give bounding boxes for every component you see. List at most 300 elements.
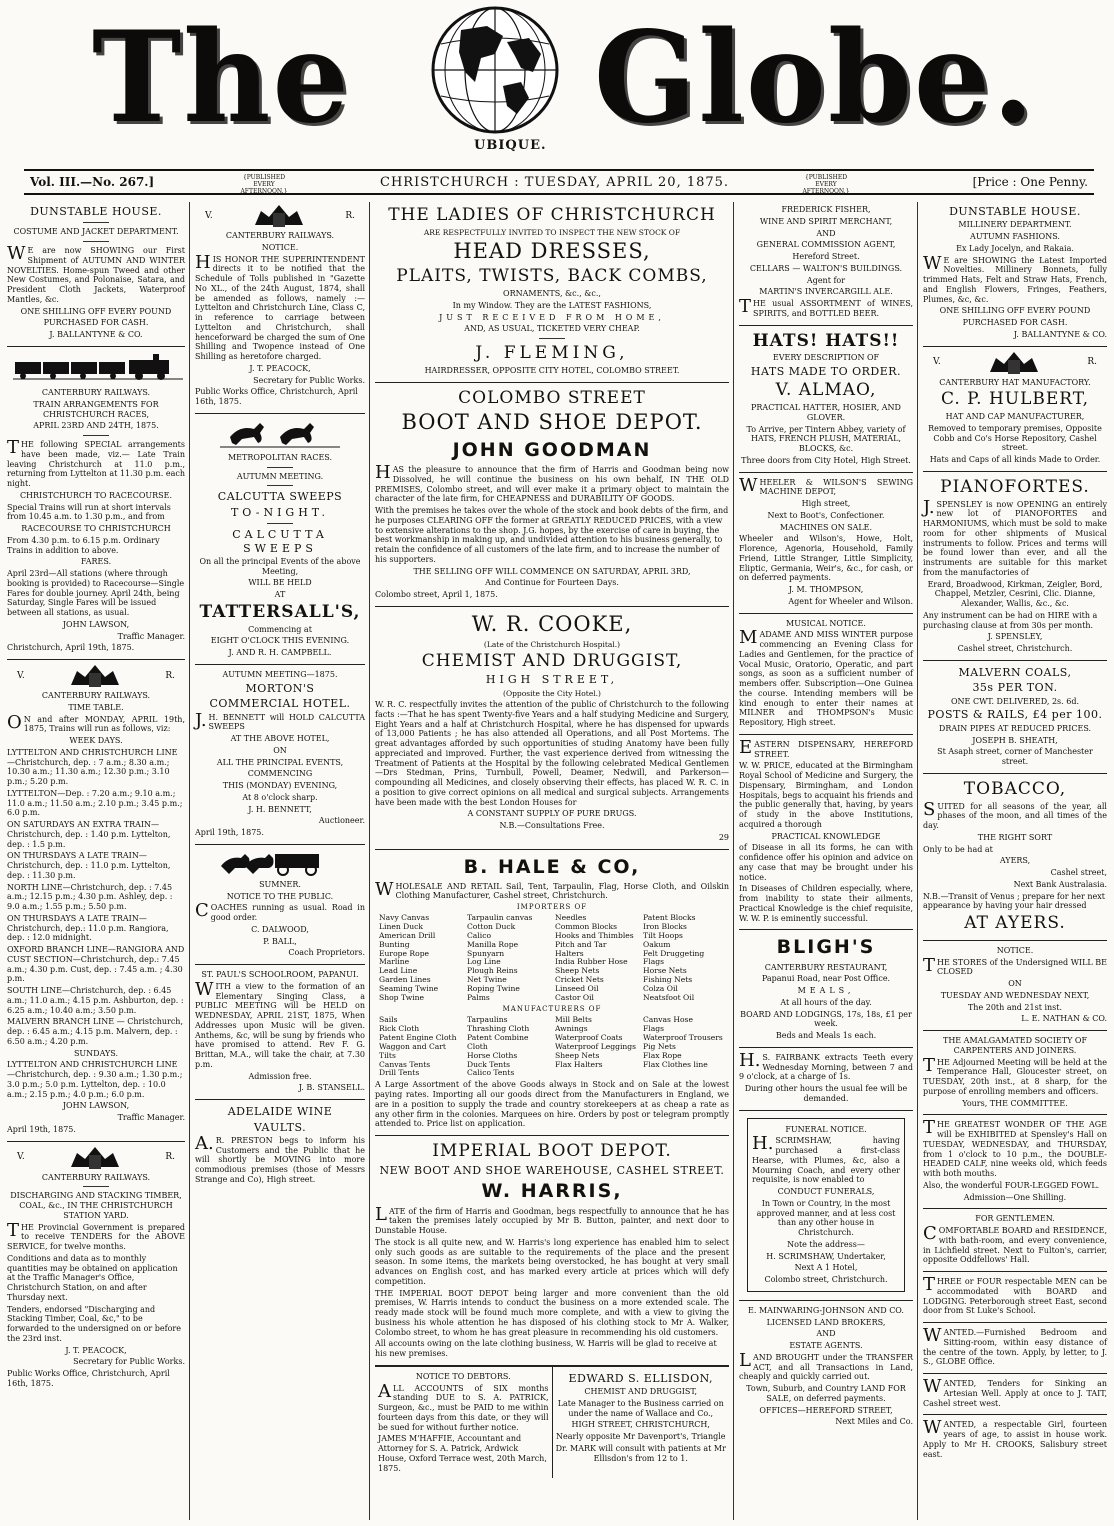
ad-wanted-girl: [923, 1415, 1107, 1465]
ad-text: N.B.—Consultations Free.: [499, 821, 605, 830]
ad-signature: J. BALLANTYNE & CO.: [1013, 329, 1107, 339]
ad-text: MEALS,: [797, 986, 855, 996]
ad-number: 29: [718, 832, 729, 842]
ad-text: THE IMPERIAL BOOT DEPOT being larger and more convenient than the old premises, W. Harris intends to conduct the business on a more extended scale. The ready made stock will be found much more complete, and with a view to giving the business his whole attention he has disposed of his clothing stock to Mr A. Walker, Colombo street, to whom he has great pleasure in recommending his old customers.: [375, 1288, 729, 1337]
ad-heading: TOBACCO,: [963, 778, 1067, 799]
ad-heading: THE LADIES OF CHRISTCHURCH: [388, 205, 716, 225]
ad-body: J.H. BENNETT will HOLD CALCUTTA SWEEPS: [195, 709, 365, 732]
ad-heading: SUNDAYS.: [73, 1048, 119, 1058]
ad-text: Admission—One Shilling.: [963, 1192, 1067, 1202]
ad-discharging-timber: [7, 1142, 185, 1395]
ad-date: April 19th, 1875.: [7, 1124, 76, 1134]
ad-body: W. R. C. respectfully invites the attention of the public of Christchurch to the following facts :—That he has spent Twenty-five Years and a half studying Medicine and Surgery, Eight Years and a half at Christchurch Hospital, where he has dispensed for upwards of 13,000 Patients ; he has also attended all Operations, and all Post Mortems. The great advantages afforded by such opportunities of studing Anatomy have been fully appreciated and improved. Further, the vast experience derived from witnessing the Treatment of Patients at the Hospital by the following celebrated Medical Gentlemen —Drs Stedman, Prins, Turnbull, Powell, Deamer, Nedwill, and Parkerson—compounding all Medicines, and closely observing their effects, has placed W. R. C. in a position to give correct opinions on all medical and surgical subjects. Arrangements have been made with the best London Houses for: [375, 700, 729, 807]
ad-hulbert-hats: [923, 347, 1107, 472]
ad-text: W. W. PRICE, educated at the Birmingham Royal School of Medicine and Surgery, the Dispensary, Birmingham, and London Hospitals, begs to acquaint his friends and the public generally that, having, by years of study in the above Institutions, acquired a thorough: [739, 761, 913, 829]
ad-text: Tenders, endorsed "Discharging and Stacking Timber, Coal, &c," to be forwarded to the undersigned on or before the 23rd inst.: [7, 1304, 181, 1343]
ad-signature: J. BALLANTYNE & CO.: [49, 330, 143, 340]
ad-body: HAS the pleasure to announce that the firm of Harris and Goodman being now Dissolved, he will continue the business on his own behalf, IN THE OLD PREMISES, Colombo street, and will ever make it a primary object to maintain the character of the late firm, for CHEAPNESS and DURABILITY OF GOODS.: [375, 462, 729, 504]
ad-heading: V. ALMAO,: [775, 380, 877, 401]
ad-text: Commencing at: [248, 624, 312, 634]
ad-body: THE STORES of the Undersigned WILL BE CLOSED: [923, 954, 1107, 977]
ad-text: H. SCRIMSHAW, Undertaker,: [766, 1251, 886, 1261]
ad-sewing-machine-depot: [739, 473, 913, 614]
ad-text: PRACTICAL KNOWLEDGE: [771, 831, 881, 841]
ad-title: NOTICE TO DEBTORS.: [415, 1371, 511, 1381]
list-column: Patent Blocks Iron Blocks Tilt Hoops Oakum Felt Druggeting Flags Horse Nets Fishing Nets Colza Oil Neatsfoot Oil: [643, 912, 705, 1003]
ad-text: CELLARS — WALTON'S BUILDINGS.: [749, 263, 903, 273]
timetable-line: MALVERN BRANCH LINE — Christchurch, dep. : 6.45 a.m.; 4.15 p.m. Malvern, dep. : 6.50 a.m.; 4.20 p.m.: [7, 1017, 183, 1046]
ad-title: E. MAINWARING-JOHNSON AND CO.: [748, 1305, 904, 1315]
ad-text: Three doors from City Hotel, High Street.: [741, 455, 911, 465]
ad-text: WILL BE HELD: [248, 578, 312, 588]
ad-heading: J. FLEMING,: [475, 343, 629, 364]
ad-heading: 35s PER TON.: [972, 681, 1058, 695]
ad-text: And Continue for Fourteen Days.: [485, 578, 619, 588]
ad-text: GENERAL COMMISSION AGENT,: [756, 240, 896, 250]
ad-title: MUSICAL NOTICE.: [786, 618, 866, 628]
ad-text: A CONSTANT SUPPLY OF PURE DRUGS.: [467, 809, 637, 819]
ad-title: CANTERBURY RAILWAYS.: [41, 691, 151, 701]
ad-body: WE are SHOWING the Latest Imported Novelties. Millinery Bonnets, fully trimmed Hats, Felt and Straw Hats, French, and English Flowers, Fringes, Feathers, Plumes, &c, &c.: [923, 252, 1107, 304]
ad-title: ST. PAUL'S SCHOOLROOM, PAPANUI.: [201, 970, 359, 980]
ad-heading: FREDERICK FISHER,: [781, 205, 871, 214]
ad-text: The stock is all quite new, and W. Harris's long experience has enabled him to select only such goods as are suitable to the requirements of the place and the present season. In some items, the markets being overstocked, he has bought at very small advances on English cost, and has marked every article at prices which will defy competition.: [375, 1237, 729, 1286]
publication-note-left: {PUBLISHED EVERY AFTERNOON.}: [240, 174, 288, 195]
ad-signature: L. E. NATHAN & CO.: [1021, 1014, 1107, 1024]
ad-subtitle: CHEMIST AND DRUGGIST,: [584, 1387, 698, 1397]
globe-icon: [425, 2, 565, 142]
list-column: Sails Rick Cloth Patent Engine Cloth Waggon and Cart Tilts Canvas Tents Drill Tents: [379, 1014, 457, 1078]
ad-text: MARTIN'S INVERCARGILL ALE.: [759, 287, 893, 297]
ad-heading: JOHN GOODMAN: [452, 439, 652, 462]
ad-body: A.R. PRESTON begs to inform his Customers and the Public that he will shortly be MOVING into more commodious premises (those of Messrs Strange and Co), High street.: [195, 1132, 365, 1184]
ad-signature: J. T. PEACOCK,: [65, 1345, 127, 1355]
ad-text: Special Trains will run at short intervals from 10.45 a.m. to 1.30 p.m., and from: [7, 502, 171, 522]
ad-heading: HEAD DRESSES,: [453, 238, 651, 263]
ad-date: Colombo street, April 1, 1875.: [375, 590, 498, 600]
ad-body: THREE or FOUR respectable MEN can be accommodated with BOARD and LODGING. Peterborough street East, second door from St Luke's School.: [923, 1274, 1107, 1316]
ad-body: SUITED for all seasons of the year, all phases of the moon, and all times of the day.: [923, 798, 1107, 831]
ad-signature-title: Agent for Wheeler and Wilson.: [788, 596, 913, 606]
ad-subtitle: MILLINERY DEPARTMENT.: [958, 220, 1072, 230]
price: [Price : One Penny.: [972, 175, 1088, 189]
ad-subtitle: AUTUMN MEETING—1875.: [222, 669, 338, 679]
ad-heading: EDWARD S. ELLISDON,: [568, 1371, 714, 1385]
crest-letter: R.: [1087, 357, 1097, 368]
ad-signature-title: Traffic Manager.: [117, 631, 185, 641]
train-icon: [13, 354, 183, 380]
crest-letter: V.: [205, 210, 213, 221]
column-1: [4, 200, 188, 1520]
ad-text: High street,: [801, 499, 851, 509]
ad-text: BOARD AND LODGINGS, 17s, 18s, £1 per week.: [740, 1009, 912, 1029]
ad-text: In Town or Country, in the most approved manner, and at less cost than any other house in Christchurch.: [756, 1198, 896, 1238]
ad-text: of Disease in all its forms, he can with confidence offer his opinion and advice on any case that may be brought under his notice.: [739, 843, 913, 882]
ad-land-brokers: [739, 1301, 913, 1433]
ad-title: DUNSTABLE HOUSE.: [30, 205, 162, 218]
ad-text: AYERS,: [999, 856, 1031, 866]
ad-heading: AT AYERS.: [964, 913, 1066, 934]
ad-text: In Diseases of Children especially, where, from inability to state their ailments, Practical Knowledge is the chief requisite, W. W. P. is eminently successful.: [739, 884, 913, 923]
ad-subtitle: AUTUMN MEETING.: [236, 471, 324, 481]
ad-imperial-boot-depot: [375, 1136, 729, 1366]
ad-text: Ex Lady Jocelyn, and Rakaia.: [956, 243, 1074, 253]
ad-text: Erard, Broadwood, Kirkman, Zeigler, Bord, Chappel, Metzler, Cesrini, Clic. Dianne, Alexander, Wallis, &c., &c.: [927, 579, 1103, 609]
ad-date: April 19th, 1875.: [195, 828, 264, 838]
royal-crest-icon: [251, 203, 307, 229]
ad-heading: CHRISTCHURCH TO RACECOURSE.: [19, 490, 173, 500]
ad-text: During other hours the usual fee will be demanded.: [744, 1084, 908, 1103]
ad-text: Colombo street, Christchurch.: [764, 1275, 888, 1285]
crest-letter: V.: [17, 1152, 25, 1163]
ad-text: Hats and Caps of all kinds Made to Order.: [929, 455, 1101, 465]
ad-heading: FARES.: [80, 557, 112, 567]
masthead: [0, 0, 1114, 168]
column-4: [736, 200, 916, 1520]
ad-title: THE AMALGAMATED SOCIETY OF CARPENTERS AND JOINERS.: [942, 1036, 1087, 1055]
ad-st-pauls-schoolroom: [195, 965, 365, 1100]
ad-heading: CALCUTTA SWEEPS: [232, 528, 328, 555]
ad-signature: JAMES M'HAFFIE, Accountant and Attorney for S. A. Patrick, Ardwick House, Oxford Terrace west, 20th March, 1875.: [378, 1434, 547, 1473]
ad-subtitle: TIME TABLE.: [68, 702, 124, 712]
masthead-motto: UBIQUE.: [474, 138, 547, 153]
ad-body: MADAME AND MISS WINTER purpose commencing an Evening Class for Ladies and Gentlemen, for the practice of Vocal Music, Oratorio, Operatic, and part songs, as soon as a sufficient number of members offer. Subscription—One Guinea the course. Intending members will be kind enough to enter their names at MILNER and THOMPSON's Music Repository, High street.: [739, 627, 913, 728]
ad-body: WE are now SHOWING our First Shipment of AUTUMN AND WINTER NOVELTIES. Home-spun Tweed and other New Costumes, and Polonaise, Satara, and President Cloth Jackets, Waterproof Mantles, &c.: [7, 243, 185, 304]
ad-text: Next Miles and Co.: [835, 1417, 913, 1427]
ad-title: FUNERAL NOTICE.: [785, 1124, 867, 1134]
ad-text: ON: [273, 745, 287, 755]
ad-text: AND: [816, 1329, 836, 1339]
ad-text: In my Window. They are the LATEST FASHIONS,: [452, 300, 652, 310]
ad-greatest-wonder: [923, 1115, 1107, 1209]
ad-text: JUST RECEIVED FROM HOME,: [439, 312, 665, 322]
ad-text: Next to Boot's, Confectioner.: [767, 510, 885, 520]
ad-text: Town, Suburb, and Country LAND FOR SALE, on deferred payments.: [746, 1384, 906, 1403]
ad-body: WANTED, Tenders for Sinking an Artesian Well. Apply at once to J. TAIT, Cashel street west.: [923, 1376, 1107, 1408]
ad-signature-title: Secretary for Public Works.: [73, 1357, 185, 1367]
ad-text: CONDUCT FUNERALS,: [777, 1187, 875, 1197]
volume-number: Vol. III.—No. 267.]: [30, 175, 155, 189]
ad-railways-notice: [195, 200, 365, 414]
ad-heading: NEW BOOT AND SHOE WAREHOUSE, CASHEL STREET.: [379, 1163, 725, 1177]
list-label: IMPORTERS OF: [516, 903, 588, 912]
ad-body: THE Adjourned Meeting will be held at the Temperance Hall, Gloucester street, on TUESDAY, 20th inst., at 8 sharp, for the purpose of enrolling members and officers.: [923, 1054, 1107, 1096]
ad-title: CANTERBURY HAT MANUFACTORY.: [939, 377, 1091, 387]
ad-mortons-hotel: [195, 665, 365, 845]
ad-body: LAND BROUGHT under the TRANSFER ACT, and all Transactions in Land, cheaply and quickly carried out.: [739, 1349, 913, 1382]
crest-letter: V.: [933, 357, 941, 368]
ad-title: CANTERBURY RAILWAYS.: [41, 1172, 151, 1182]
ad-signature: JOHN LAWSON,: [62, 619, 130, 629]
ad-sumner-coaches: [195, 845, 365, 965]
ad-subtitle: (Opposite the City Hotel.): [503, 688, 601, 698]
ad-text: OFFICES—HEREFORD STREET,: [759, 1405, 893, 1415]
ad-signature: J. SPENSLEY,: [987, 632, 1043, 642]
ad-text: HAIRDRESSER, OPPOSITE CITY HOTEL, COLOMBO STREET.: [424, 365, 680, 375]
ad-goodman-boot-depot: [375, 383, 729, 607]
crest-letter: V.: [17, 670, 25, 681]
ad-signature: J. H. BENNETT,: [248, 804, 312, 814]
ad-wanted-tenders: [923, 1374, 1107, 1415]
ad-body: COACHES running as usual. Road in good order.: [195, 900, 365, 923]
timetable-line: ON THURSDAYS A LATE TRAIN—Christchurch, dep. : 11.0 p.m. Lyttelton, dep. : 11.30 p.m.: [7, 851, 171, 880]
ad-body: WHOLESALE AND RETAIL Sail, Tent, Tarpaulin, Flag, Horse Cloth, and Oilskin Clothing Manufacturer, Cashel street, Christchurch.: [375, 878, 729, 901]
ad-heading: CALCUTTA SWEEPS: [217, 490, 343, 504]
ad-text: THE RIGHT SORT: [977, 832, 1053, 842]
ad-text: Papanui Road, near Post Office.: [761, 974, 891, 984]
ad-text: Note the address—: [787, 1239, 865, 1249]
ad-carpenters-society: [923, 1031, 1107, 1115]
ad-signature: JOSEPH B. SHEATH,: [972, 735, 1058, 745]
ad-text: N.B.—Transit of Venus ; prepare for her next appearance by having your hair dressed: [923, 891, 1105, 911]
ad-body: H.S. FAIRBANK extracts Teeth every Wednesday Morning, between 7 and 9 o'clock, at a charge of 1s.: [739, 1049, 913, 1082]
ad-musical-notice: [739, 614, 913, 735]
dateline: [24, 169, 1094, 195]
ad-heading: W. R. COOKE,: [471, 611, 633, 636]
ad-signature: J. T. PEACOCK,: [249, 363, 311, 373]
column-rule: [733, 202, 734, 1520]
ad-ellisdon-chemist: [553, 1367, 730, 1479]
list-column: Needles Common Blocks Hooks and Thimbles Pitch and Tar Halters India Rubber Hose Sheep Nets Cricket Nets Linseed Oil Castor Oil: [555, 912, 634, 1003]
ad-signature: J. AND R. H. CAMPBELL.: [228, 648, 332, 658]
ad-heading: MORTON'S: [245, 681, 315, 695]
timetable-line: LYTTELTON AND CHRISTCHURCH LINE—Christchurch, dep. : 7 a.m.; 8.30 a.m.; 10.30 a.m.; 11.30 a.m.; 12.30 p.m.; 3.10 p.m.; 5.20 p.m.: [7, 747, 178, 787]
crest-letter: R.: [345, 210, 355, 221]
ad-text: Wheeler and Wilson's, Howe, Holt, Florence, Agenoria, Household, Family Friend, Little Stranger, Little Simplicity, Eliptic, Germania, Weir's, &c., for cash, or on deferred payments.: [739, 534, 913, 583]
ad-dunstable-millinery: [923, 200, 1107, 347]
ad-body: THE Provincial Government is prepared to receive TENDERS for the ABOVE SERVICE, for twelve months.: [7, 1219, 185, 1252]
ad-text: LICENSED LAND BROKERS,: [766, 1317, 886, 1327]
ad-text: CANTERBURY RESTAURANT,: [764, 962, 888, 972]
ad-date: Christchurch, April 19th, 1875.: [7, 643, 135, 653]
ad-signature: J. M. THOMPSON,: [788, 585, 864, 595]
ad-heading: PLAITS, TWISTS, BACK COMBS,: [396, 266, 708, 287]
ad-signature-title: Coach Proprietors.: [288, 948, 365, 958]
column-rule: [189, 202, 190, 1520]
crest-letter: R.: [165, 670, 175, 681]
ad-text: Next Bank Australasia.: [1013, 879, 1107, 889]
list-column: Tarpaulins Thrashing Cloth Patent Combine Cloth Horse Cloths Duck Tents Calico Tents: [467, 1014, 530, 1078]
ad-body: WANTED.—Furnished Bedroom and Sitting-room, within easy distance of the centre of the town. Apply, by letter, to J. S., GLOBE Office.: [923, 1325, 1107, 1367]
ad-text: Beds and Meals 1s each.: [775, 1031, 877, 1041]
ad-heading: W. HARRIS,: [481, 1180, 623, 1203]
ad-text: AND: [816, 228, 836, 238]
ad-for-gentlemen: [923, 1209, 1107, 1272]
ad-fairbank-dentist: [739, 1048, 913, 1111]
ad-time-table: [7, 660, 185, 1142]
ad-text: AUTUMN FASHIONS.: [970, 232, 1060, 242]
ad-text: ON: [1008, 979, 1022, 989]
ad-subtitle: ARE RESPECTFULLY INVITED TO INSPECT THE NEW STOCK OF: [423, 227, 681, 237]
timetable-line: LYTTELTON—Dep. : 7.20 a.m.; 9.10 a.m.; 11.0 a.m.; 11.50 a.m.; 2.10 p.m.; 3.45 p.m.; 6.0 p.m.: [7, 788, 183, 818]
ad-heading: COMMERCIAL HOTEL.: [209, 697, 351, 711]
timetable-line: NORTH LINE—Christchurch, dep. : 7.45 a.m.; 12.15 p.m.; 4.30 p.m. Ashley, dep. : 9.0 a.m.; 1.55 p.m.; 5.50 p.m.: [7, 882, 173, 912]
ad-heading: TO-NIGHT.: [230, 505, 330, 519]
ad-blighs-restaurant: [739, 930, 913, 1047]
ad-signature: JOHN LAWSON,: [62, 1101, 130, 1111]
ad-text: Agent for: [806, 275, 846, 285]
ad-funeral-notice: [739, 1111, 913, 1301]
column-rule: [917, 202, 918, 1520]
ad-heading: HIGH STREET,: [485, 673, 619, 687]
ad-text: PURCHASED FOR CASH.: [962, 318, 1068, 328]
ad-heading: PIANOFORTES.: [940, 476, 1090, 497]
ad-heading: B. HALE & CO,: [463, 855, 641, 878]
ad-text: Late Manager to the Business carried on under the name of Wallace and Co.,: [557, 1398, 724, 1418]
ad-text: On all the principal Events of the above Meeting,: [199, 556, 361, 576]
ad-body: THE GREATEST WONDER OF THE AGE will be EXHIBITED at Spensley's Hall on TUESDAY, WEDNESDAY, and THURSDAY, from 1 o'clock to 10 p.m., the DOUBLE-HEADED CALF, nine weeks old, which feeds with both mouths.: [923, 1117, 1107, 1179]
ad-board-and-lodging: [923, 1272, 1107, 1323]
ad-date: Public Works Office, Christchurch, April 16th, 1875.: [195, 387, 358, 406]
ad-text: ESTATE AGENTS.: [789, 1341, 863, 1351]
ad-almao-hatter: [739, 326, 913, 473]
ad-text: ONE CWT. DELIVERED, 2s. 6d.: [951, 696, 1079, 706]
ad-text: EIGHT O'CLOCK THIS EVENING.: [210, 636, 350, 646]
ad-body: THE following SPECIAL arrangements have been made, viz.— Late Train leaving Christchurch at 11.0 p.m., returning from Lyttelton at 11.30 p.m. each night.: [7, 437, 185, 489]
timetable-line: LYTTELTON AND CHRISTCHURCH LINE—Christchurch, dep. : 9.30 a.m.; 1.30 p.m.; 3.0 p.m.; 5.0 p.m. Lyttelton, dep. : 10.0 a.m.; 2.15 p.m.; 4.0 p.m.; 6.0 p.m.: [7, 1060, 183, 1099]
ad-text: HAT AND CAP MANUFACTURER,: [945, 412, 1085, 422]
ad-date: Public Works Office, Christchurch, April 16th, 1875.: [7, 1369, 170, 1388]
ad-signature-title: St Asaph street, corner of Manchester street.: [937, 747, 1093, 767]
ad-frederick-fisher: [739, 200, 913, 326]
ad-body: COMFORTABLE BOARD and RESIDENCE, with bath-room, and every convenience, in Lichfield street. Next to Fulton's, carrier, opposite Oddfellows' Hall.: [923, 1223, 1107, 1265]
ad-hale-co: [375, 850, 729, 1137]
ad-text: Admission free.: [248, 1071, 312, 1081]
crest-letter: R.: [165, 1152, 175, 1163]
ad-heading: COLOMBO STREET: [458, 387, 646, 408]
ad-heading: MALVERN COALS,: [958, 665, 1072, 679]
ad-text: Any instrument can be had on HIRE with a purchasing clause at from 30s per month.: [923, 610, 1098, 630]
ad-text: AT THE ABOVE HOTEL,: [230, 734, 330, 744]
timetable-line: ON SATURDAYS AN EXTRA TRAIN—Christchurch, dep. : 1.40 p.m. Lyttelton, dep. : 1.5 p.m.: [7, 820, 171, 849]
ad-signature-title: Secretary for Public Works.: [253, 375, 365, 385]
ad-heading: BLIGH'S: [776, 936, 876, 959]
royal-crest-icon: [67, 1145, 123, 1171]
ad-subtitle: TRAIN ARRANGEMENTS FOR CHRISTCHURCH RACES,: [33, 399, 159, 419]
ad-heading: C. P. HULBERT,: [940, 389, 1090, 410]
coach-icon: [215, 848, 345, 876]
column-rule: [369, 202, 370, 1520]
ad-text: HIGH STREET, CHRISTCHURCH,: [571, 1420, 710, 1430]
ad-title: CANTERBURY RAILWAYS.: [41, 388, 151, 398]
ad-title: DUNSTABLE HOUSE.: [949, 205, 1081, 218]
ad-body: WANTED, a respectable Girl, fourteen years of age, to assist in house work. Apply to Mr H. CROOKS, Salisbury street east.: [923, 1417, 1107, 1459]
ad-text: ONE SHILLING OFF EVERY POUND: [939, 306, 1091, 316]
ad-subtitle: DISCHARGING AND STACKING TIMBER, COAL, &c., IN THE CHRISTCHURCH STATION YARD.: [10, 1191, 182, 1220]
ad-text: Dr. MARK will consult with patients at Mr Ellisdon's from 12 to 1.: [555, 1443, 726, 1463]
timetable-line: SOUTH LINE—Christchurch, dep. : 6.45 a.m.; 11.0 a.m.; 4.15 p.m. Ashburton, dep. : 6.25 a.m.; 10.40 a.m.; 3.50 p.m.: [7, 986, 184, 1015]
ad-nathan-notice: [923, 941, 1107, 1031]
ad-text: DRAIN PIPES AT REDUCED PRICES.: [938, 723, 1092, 733]
ad-text: Nearly opposite Mr Davenport's, Triangle: [555, 1432, 726, 1442]
ad-eastern-dispensary: [739, 735, 913, 931]
ad-text: AND, AS USUAL, TICKETED VERY CHEAP.: [464, 324, 640, 334]
ad-text: Next A 1 Hotel,: [794, 1263, 858, 1273]
ad-text: ALL THE PRINCIPAL EVENTS,: [216, 757, 344, 767]
ad-text: Also, the wonderful FOUR-LEGGED FOWL.: [923, 1180, 1100, 1190]
importers-list: [379, 914, 725, 1004]
ad-title: FOR GENTLEMEN.: [975, 1214, 1055, 1224]
ad-pianofortes: [923, 472, 1107, 661]
ad-text: THE SELLING OFF WILL COMMENCE ON SATURDAY, APRIL 3RD,: [413, 566, 691, 576]
ad-body: J.SPENSLEY is now OPENING an entirely new lot of PIANOFORTES and HARMONIUMS, which must be sold to make room for other shipments of Musical instruments to follow. Prices and terms will be found lower than ever, and all the instruments are suitable for this market from the manufactories of: [923, 496, 1107, 577]
ad-heading: VAULTS.: [253, 1120, 307, 1134]
ad-text: Cashel street,: [1050, 868, 1107, 878]
ad-body: EASTERN DISPENSARY, HEREFORD STREET.: [739, 736, 913, 759]
ad-text: All accounts owing on the late clothing business, W. Harris will be glad to receive at his new premises.: [375, 1339, 717, 1358]
ad-body: THE usual ASSORTMENT of WINES, SPIRITS, and BOTTLED BEER.: [739, 296, 913, 318]
ad-body: H.SCRIMSHAW, having purchased a first-class Hearse, with Plumes, &c, also a Mourning Coach, and every other requisite, is now enabled to: [752, 1133, 900, 1185]
timetable-line: ON THURSDAYS A LATE TRAIN—Christchurch, dep.: 11.0 p.m. Rangiora, dep. : 12.0 midnight.: [7, 913, 169, 943]
ad-dates: APRIL 23RD AND 24TH, 1875.: [33, 421, 159, 431]
ad-text: COMMENCING: [247, 769, 313, 779]
ad-body: WHEELER & WILSON'S SEWING MACHINE DEPOT,: [739, 474, 913, 497]
publication-note-right: {PUBLISHED EVERY AFTERNOON.}: [802, 174, 850, 195]
ad-body: ON and after MONDAY, APRIL 19th, 1875, Trains will run as follows, viz:: [7, 711, 185, 734]
ad-text: Removed to temporary premises, Opposite Cobb and Co's Horse Repository, Cashel street.: [928, 423, 1102, 453]
timetable-line: OXFORD BRANCH LINE—RANGIORA AND CUST SECTION—Christchurch, dep.: 7.45 a.m.; 4.30 p.m. Cust, dep. : 7.45 a.m. ; 4.30 p.m.: [7, 945, 185, 984]
ad-signature: P. BALL,: [263, 936, 297, 946]
ad-heading: WEEK DAYS.: [69, 736, 123, 746]
list-column: Tarpaulin canvas Cotton Duck Calico Manilla Rope Spunyarn Log Line Plough Reins Net Twine Roping Twine Palms: [467, 912, 533, 1003]
bottom-notices: [375, 1366, 729, 1479]
masthead-title-globe: Globe.: [593, 3, 1036, 152]
ad-metropolitan-races: [195, 414, 365, 665]
ad-text: The 20th and 21st inst.: [967, 1002, 1063, 1012]
ad-line: ONE SHILLING OFF EVERY POUND: [20, 306, 172, 316]
ad-heading: HATS MADE TO ORDER.: [750, 364, 902, 378]
ad-text: April 23rd—All stations (where through booking is provided) to Racecourse—Single Fares for double journey. April 24th, being Saturday, Single Fares will be issued between all stations, as usual.: [7, 569, 185, 618]
ad-signature-title: Traffic Manager.: [117, 1113, 185, 1123]
ad-text: At all hours of the day.: [780, 997, 872, 1007]
ad-signature-title: Auctioneer.: [318, 816, 365, 826]
ad-heading: TATTERSALL'S,: [199, 601, 361, 622]
ad-text: To Arrive, per Tintern Abbey, variety of HATS, FRENCH PLUSH, MATERIAL, BLOCKS, &c.: [746, 424, 906, 454]
ad-dunstable-costume: [7, 200, 185, 347]
ad-subtitle: COSTUME AND JACKET DEPARTMENT.: [13, 227, 179, 237]
ad-title: CANTERBURY RAILWAYS.: [225, 231, 335, 240]
ad-text: A Large Assortment of the above Goods always in Stock and on Sale at the lowest paying rates. Importing all our goods direct from the Manufacturers in England, we are in a position to supply the trade and country storekeepers at as cheap a rate as any other firm in the colonies. Marquees on hire. Orders by post or telegram promptly attended to. Price list on application.: [375, 1080, 729, 1129]
column-5: [920, 200, 1110, 1520]
ad-subtitle: NOTICE.: [261, 242, 299, 252]
list-label: MANUFACTURERS OF: [502, 1005, 602, 1014]
ad-body: HIS HONOR THE SUPERINTENDENT directs it to be notified that the Schedule of Tolls published in "Gazette No XL., of the 24th August, 1874, shall be amended as follows, namely :—Lyttelton and Christchurch Line, Class C, in reference to carriage between Lyttelton and Christchurch, shall henceforward be charged the sum of One Shilling and Twopence instead of One Shilling as heretofore charged.: [195, 251, 365, 361]
ad-adelaide-wine-vaults: [195, 1100, 365, 1191]
ad-text: Hereford Street.: [792, 252, 860, 261]
ad-heading: CHEMIST AND DRUGGIST,: [421, 650, 683, 671]
ad-heading: RACECOURSE TO CHRISTCHURCH: [21, 524, 171, 534]
ad-text: EVERY DESCRIPTION OF: [772, 353, 880, 363]
column-3: [372, 200, 732, 1520]
ad-subtitle: (Late of the Christchurch Hospital.): [483, 639, 621, 649]
column-2: [192, 200, 368, 1520]
ad-text: MACHINES ON SALE.: [779, 522, 873, 532]
ad-subtitle: NOTICE TO THE PUBLIC.: [226, 891, 334, 901]
ad-title: METROPOLITAN RACES.: [227, 452, 333, 462]
ad-signature: J. B. STANSELL.: [298, 1083, 365, 1093]
ad-heading: BOOT AND SHOE DEPOT.: [401, 410, 703, 435]
ad-heading: POSTS & RAILS, £4 per 100.: [927, 708, 1103, 722]
list-column: Canvas Hose Flags Waterproof Trousers Pig Nets Flax Rope Flax Clothes line: [643, 1014, 723, 1069]
ad-signature: Yours, THE COMMITTEE.: [962, 1098, 1068, 1108]
ad-malvern-coals: [923, 661, 1107, 774]
ad-tobacco-ayers: [923, 774, 1107, 941]
ad-text: Conditions and data as to monthly quantities may be obtained on application at the Traffic Manager's Office, Christchurch Station, on and after Thursday next.: [7, 1253, 178, 1302]
ad-heading: HATS! HATS!!: [752, 330, 900, 351]
ad-text: PRACTICAL HATTER, HOSIER, AND GLOVER.: [751, 403, 901, 422]
ad-title: SUMNER.: [259, 879, 301, 889]
royal-crest-icon: [986, 350, 1042, 376]
